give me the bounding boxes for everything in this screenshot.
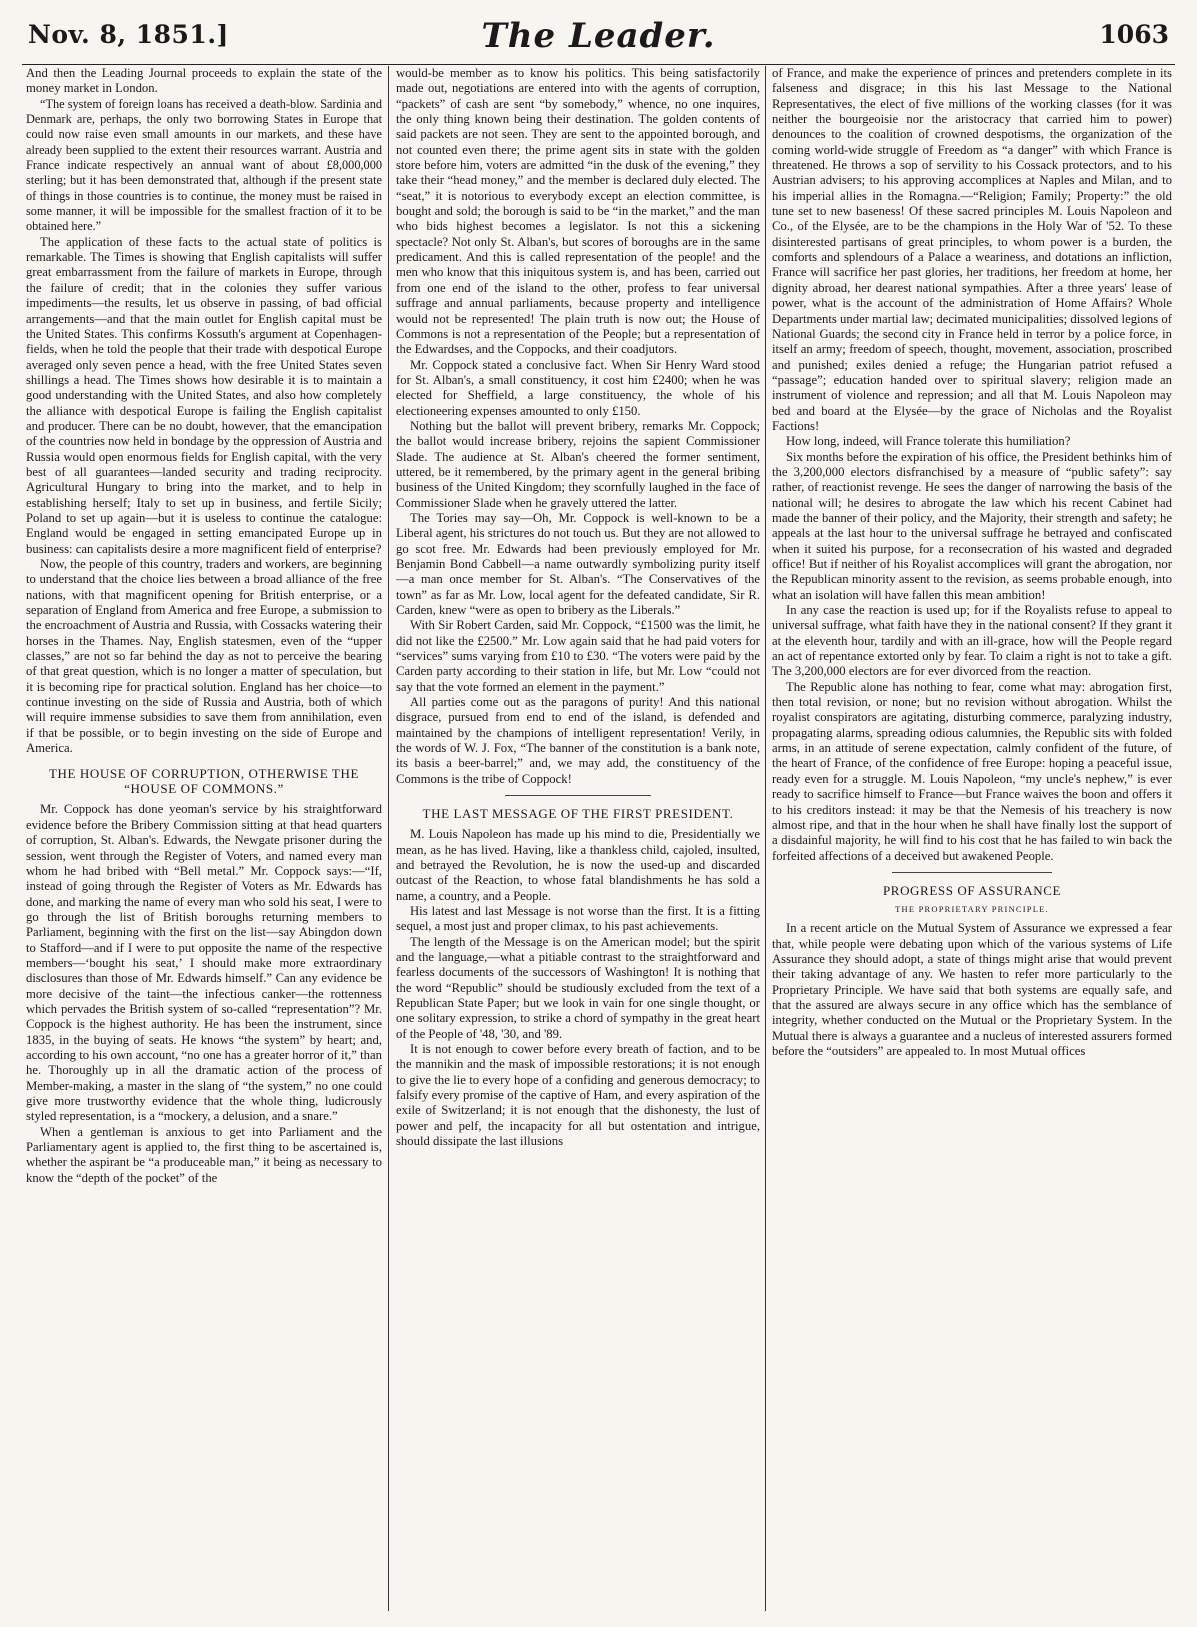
paragraph: “The system of foreign loans has received a death-blow. Sardinia and Denmark are, perhaps, the only two borrowing States in Europe that could now raise even small amounts in our markets, and these have already been supplied to the extent their resources warrant. Austria and France indicate respectively an annual want of about £8,000,000 sterling; but it has been demonstrated that, although if the present state of things in those countries is to continue, the money must be raised in some manner, it will be impossible for the smallest fraction of it to be obtained here.”: [26, 96, 382, 234]
paragraph: When a gentleman is anxious to get into Parliament and the Parliamentary agent is applied to, the first thing to be ascertained is, whether the aspirant be “a produceable man,” it being as necessary to know the “depth of the pocket” of the: [26, 1124, 382, 1185]
page-number: 1063: [1099, 20, 1169, 49]
paragraph: The application of these facts to the actual state of politics is remarkable. The Times is showing that English capitalists will suffer great embarrassment from the failure of markets in Europe, through the failure of credit; that in the colonies they suffer various impediments—the results, let us observe in passing, of bad official arrangements—and that the main outlet for English capital must be the United States. This confirms Kossuth's argument at Copenhagen-fields, when he told the people that their trade with despotical Europe averaged only seven pence a head, with the free United States seven shillings a head. The Times shows how desirable it is to maintain a good understanding with the United States, and also how completely the alliance with despotical Europe is failing the English capitalist and producer. There can be no doubt, however, that the emancipation of the countries now held in bondage by the oppression of Austria and Russia would open enormous fields for English capital, with the very best of all guarantees—landed security and trading reciprocity. Agricultural Hungary to bring into the market, and to help in establishing herself; Italy to set up in business, and fertile Sicily; Poland to set up again—but it is useless to continue the catalogue: England would be engaged in setting emancipated Europe up in business: can capitalists desire a more magnificent field of enterprise?: [26, 234, 382, 556]
paragraph: M. Louis Napoleon has made up his mind to die, Presidentially we mean, as he has lived. Having, like a thankless child, cajoled, insulted, and betrayed the Revolution, he is now the used-up and discarded outcast of the Reaction, to whose fatal blandishments he has sold a name, a country, and a People.: [396, 827, 760, 903]
paragraph: With Sir Robert Carden, said Mr. Coppock, “£1500 was the limit, he did not like the £2500.” Mr. Low again said that he had paid voters for “services” sums varying from £10 to £30. “The voters were paid by the Carden party according to their station in life, but Mr. Low “could not say that the vote formed an element in the payment.”: [396, 618, 760, 694]
paragraph: The Republic alone has nothing to fear, come what may: abrogation first, then total revision, or none; but no revision without abrogation. Whilst the royalist conspirators are agitating, disturbing commerce, paralyzing industry, propagating alarms, spreading odious calumnies, the Republic sits with folded arms, in an attitude of serene expectation, calmly confident of the future, of the heart of France, of the confidence of free Europe: hoping a peaceful issue, ready even for a struggle. M. Louis Napoleon, “my uncle's nephew,” is ever ready to sacrifice himself to France—but France waives the boon and offers it to his creditors instead: it may be that the Nemesis of his treachery is now almost ripe, and that in the hour when he shall have finally lost the support of a disdainful majority, he will find to his cost that he has failed to win back the forfeited affections of a deceived but awakened People.: [772, 679, 1172, 863]
article-heading: THE HOUSE OF CORRUPTION, OTHERWISE THE “HOUSE OF COMMONS.”: [48, 766, 359, 797]
paragraph: And then the Leading Journal proceeds to explain the state of the money market in London.: [26, 66, 382, 96]
paragraph: In a recent article on the Mutual System of Assurance we expressed a fear that, while people were debating upon which of the various systems of Life Assurance they should adopt, a state of things might arise that would prevent their taking advantage of any. We hasten to refer more particularly to the Proprietary Principle. We have said that both systems are equally safe, and that the assured are always secure in any office which has the semblance of integrity, whether conducted on the Mutual or the Proprietary System. In the Mutual there is always a guarantee and a nucleus of interested assurers formed before the “outsiders” are appealed to. In most Mutual offices: [772, 921, 1172, 1058]
paragraph: Mr. Coppock has done yeoman's service by his straightforward evidence before the Bribery Commission sitting at that head quarters of corruption, St. Alban's. Edwards, the Newgate prisoner during the session, went through the Register of Voters, and named every man whom he had bribed with “Bell metal.” Mr. Coppock says:—“If, instead of going through the Register of Voters as Mr. Edwards has done, and marking the name of every man who sold his seat, I were to go through the list of British boroughs returning members to Parliament, beginning with the first on the list—say Abingdon down to Stafford—and if I were to put opposite the name of the respective members—‘bought his seat,’ I should make more extraordinary disclosures than those of Mr. Edwards himself.” Can any evidence be more decisive of the taint—the infectious canker—the rottenness which pervades the British system of so-called “representation”? Mr. Coppock is the highest authority. He has been the instrument, since 1835, in the buying of seats. He knows “the system” by heart; and, according to his own account, “no one has a greater horror of it,” than he. Thoroughly up in all the dramatic action of the process of Member-making, a master in the slang of “the system,” no one could give more trustworthy evidence that the whole thing, ludicrously styled representation, is a “mockery, a delusion, and a snare.”: [26, 802, 382, 1124]
divider: [892, 872, 1052, 873]
paragraph: All parties come out as the paragons of purity! And this national disgrace, pursued from end to end of the island, is defended and maintained by the champions of intelligent representation! Verily, in the words of W. J. Fox, “The banner of the constitution is a bank note, its basis a beer-barrel;” and, we may add, the constituency of the Commons is the tribe of Coppock!: [396, 695, 760, 786]
paragraph: The length of the Message is on the American model; but the spirit and the language,—what a pitiable contrast to the straightforward and fearless documents of the successors of Washington! It is nothing that the word “Republic” should be studiously excluded from the text of a Republican State Paper; but we look in vain for one single thought, or one solitary expression, to strike a chord of sympathy in the great heart of the People of '48, '30, and '89.: [396, 934, 760, 1041]
paragraph: His latest and last Message is not worse than the first. It is a fitting sequel, a most just and proper climax, to his past achievements.: [396, 903, 760, 934]
divider: [505, 795, 651, 796]
paragraph: Now, the people of this country, traders and workers, are beginning to understand that the choice lies between a broad alliance of the free nations, with that magnificent opening for British enterprise, or a separation of England from America and free Europe, a submission to the encroachment of Austria and Russia, with Cossacks watering their horses in the Thames. Nay, English statesmen, even of the “upper classes,” are not so far behind the day as not to perceive the bearing of that great question, which is no longer a matter of speculation, but it is becoming ripe for practical solution. England has her choice—to continue investing on the side of Russia and Austria, both of which will require immense subsidies to save them from annihilation, even if that be possible, or to begin investing on the side of Europe and America.: [26, 557, 382, 756]
article-heading: PROGRESS OF ASSURANCE: [882, 882, 1062, 898]
paragraph: It is not enough to cower before every breath of faction, and to be the mannikin and the mask of impossible restorations; it is not enough to give the lie to every hope of a confiding and generous democracy; to falsify every promise of the captive of Ham, and every aspiration of the exile of Switzerland; it is not enough that the dishonesty, the lust of power and pelf, the incapacity for all but ostentation and intrigue, should dissipate the last illusions: [396, 1041, 760, 1149]
issue-date: Nov. 8, 1851.]: [28, 20, 229, 49]
paragraph: would-be member as to know his politics. This being satisfactorily made out, negotiations are entered into with the agents of corruption, “packets” of cash are sent “by somebody,” whence, no one inquires, the only thing known being their destination. The golden contents of said packets are not seen. They are sent to the appointed borough, and not counted even there; the prime agent sits in state with the golden store before him, voters are admitted “in the dusk of the evening,” they take their “head money,” and the member is declared duly elected. The “seat,” it is notorious to everybody except an election committee, is bought and sold; the borough is said to be “in the market,” and the man who bids highest becomes a legislator. Is not this a sickening spectacle? Not only St. Alban's, but scores of boroughs are in the same predicament. And this is called representation of the people! and the men who know that this iniquitous system is, and has been, carried out from one end of the island to the other, profess to fear universal suffrage and annual parliaments, because property and intelligence would not be represented! The plain truth is now out; the House of Commons is not a representation of the People; but a representation of the Edwardses, and the Coppocks, and their coadjutors.: [396, 66, 760, 357]
paragraph: In any case the reaction is used up; for if the Royalists refuse to appeal to universal suffrage, what faith have they in the national consent? If they grant it at the eleventh hour, tardily and with an ill-grace, how will the People regard an act of repentance extorted only by fear. To claim a right is not to take a gift. The 3,200,000 electors are for ever divorced from the reaction.: [772, 603, 1172, 679]
column-rule: [765, 66, 766, 1611]
paragraph: How long, indeed, will France tolerate this humiliation?: [786, 434, 1071, 449]
publication-title: The Leader.: [481, 16, 716, 56]
paragraph: Nothing but the ballot will prevent bribery, remarks Mr. Coppock; the ballot would increase bribery, rejoins the sapient Commissioner Slade. The audience at St. Alban's cheered the former sentiment, uttered, be it remembered, by the primary agent in the general bribing business of the United Kingdom; they scornfully laughed in the face of Commissioner Slade when he gravely uttered the latter.: [396, 418, 760, 510]
article-heading: THE LAST MESSAGE OF THE FIRST PRESIDENT.: [422, 806, 734, 822]
column-3: [772, 66, 1172, 1611]
paragraph: of France, and make the experience of princes and pretenders complete in its falseness and disgrace; in this his last Message to the National Representatives, the elect of five millions of the working classes (for it was neither the bourgeoisie nor the aristocracy that carried him to power) denounces to the coalition of crowned despotisms, the organization of the coming world-wide struggle of Freedom as “a danger” with which France is threatened. He throws a sop of servility to his Cossack protectors, and to his Austrian advisers; to his approving accomplices at Naples and Milan, and to his imperial allies in the Romagna.—“Religion; Family; Property:” the old tune set to new baseness! Of these sacred principles M. Louis Napoleon and Co., of the Elysée, are to be the champions in the Holy War of '52. To these disinterested partisans of great principles, to whom power is a burden, the comforts and splendours of a Palace a weariness, and dotations an infliction, France will sacrifice her past glories, her traditions, her freedom at home, her dignity abroad, her dearest national sympathies. After a three years' lease of power, what is the account of the administration of Home Affairs? Whole Departments under martial law; decimated municipalities; dissolved legions of National Guards; the second city in France held in terror by a police force, in itself an army; freedom of speech, thought, movement, association, proscribed and punished; exiles denied a refuge; the Hungarian patriot refused a “passage”; education handed over to spiritual slavery; religion made an instrument of violence and repression; and all that M. Louis Napoleon may bed and board at the Elysée—by the grace of Nicholas and the Royalist Factions!: [772, 66, 1172, 433]
column-rule: [388, 66, 389, 1611]
column-1: [26, 66, 382, 1611]
paragraph: Mr. Coppock stated a conclusive fact. When Sir Henry Ward stood for St. Alban's, a small constituency, it cost him £2400; when he was elected for Sheffield, a large constituency, the whole of his electioneering expenses amounted to only £150.: [396, 357, 760, 418]
article-subheading: THE PROPRIETARY PRINCIPLE.: [895, 903, 1049, 914]
paragraph: The Tories may say—Oh, Mr. Coppock is well-known to be a Liberal agent, his strictures do not touch us. But they are not allowed to go scot free. Mr. Edwards had been previously employed for Mr. Benjamin Bond Cabbell—a name outwardly symbolizing purity itself—a man once member for St. Alban's. “The Conservatives of the town” as far as Mr. Low, local agent for the defeated candidate, Sir R. Carden, knew “were as open to bribery as the Liberals.”: [396, 510, 760, 618]
masthead: [22, 16, 1175, 65]
column-2: [396, 66, 760, 1611]
paragraph: Six months before the expiration of his office, the President bethinks him of the 3,200,000 electors disfranchised by a measure of “public safety”: say rather, of reactionist revenge. He sees the danger of narrowing the basis of the national will; he desires to abrogate the law which his recent Cabinet had made the banner of their policy, and the Majority, their strength and safety; he appeals at the last hour to the universal suffrage he betrayed and confiscated when it suited his purpose, for a reconsecration of his wasted and degraded office! But if neither of his Royalist accomplices will grant the abrogation, nor the Republican minority assent to the revision, as seems probable enough, into what an isolation will have fallen this mean ambition!: [772, 449, 1172, 602]
